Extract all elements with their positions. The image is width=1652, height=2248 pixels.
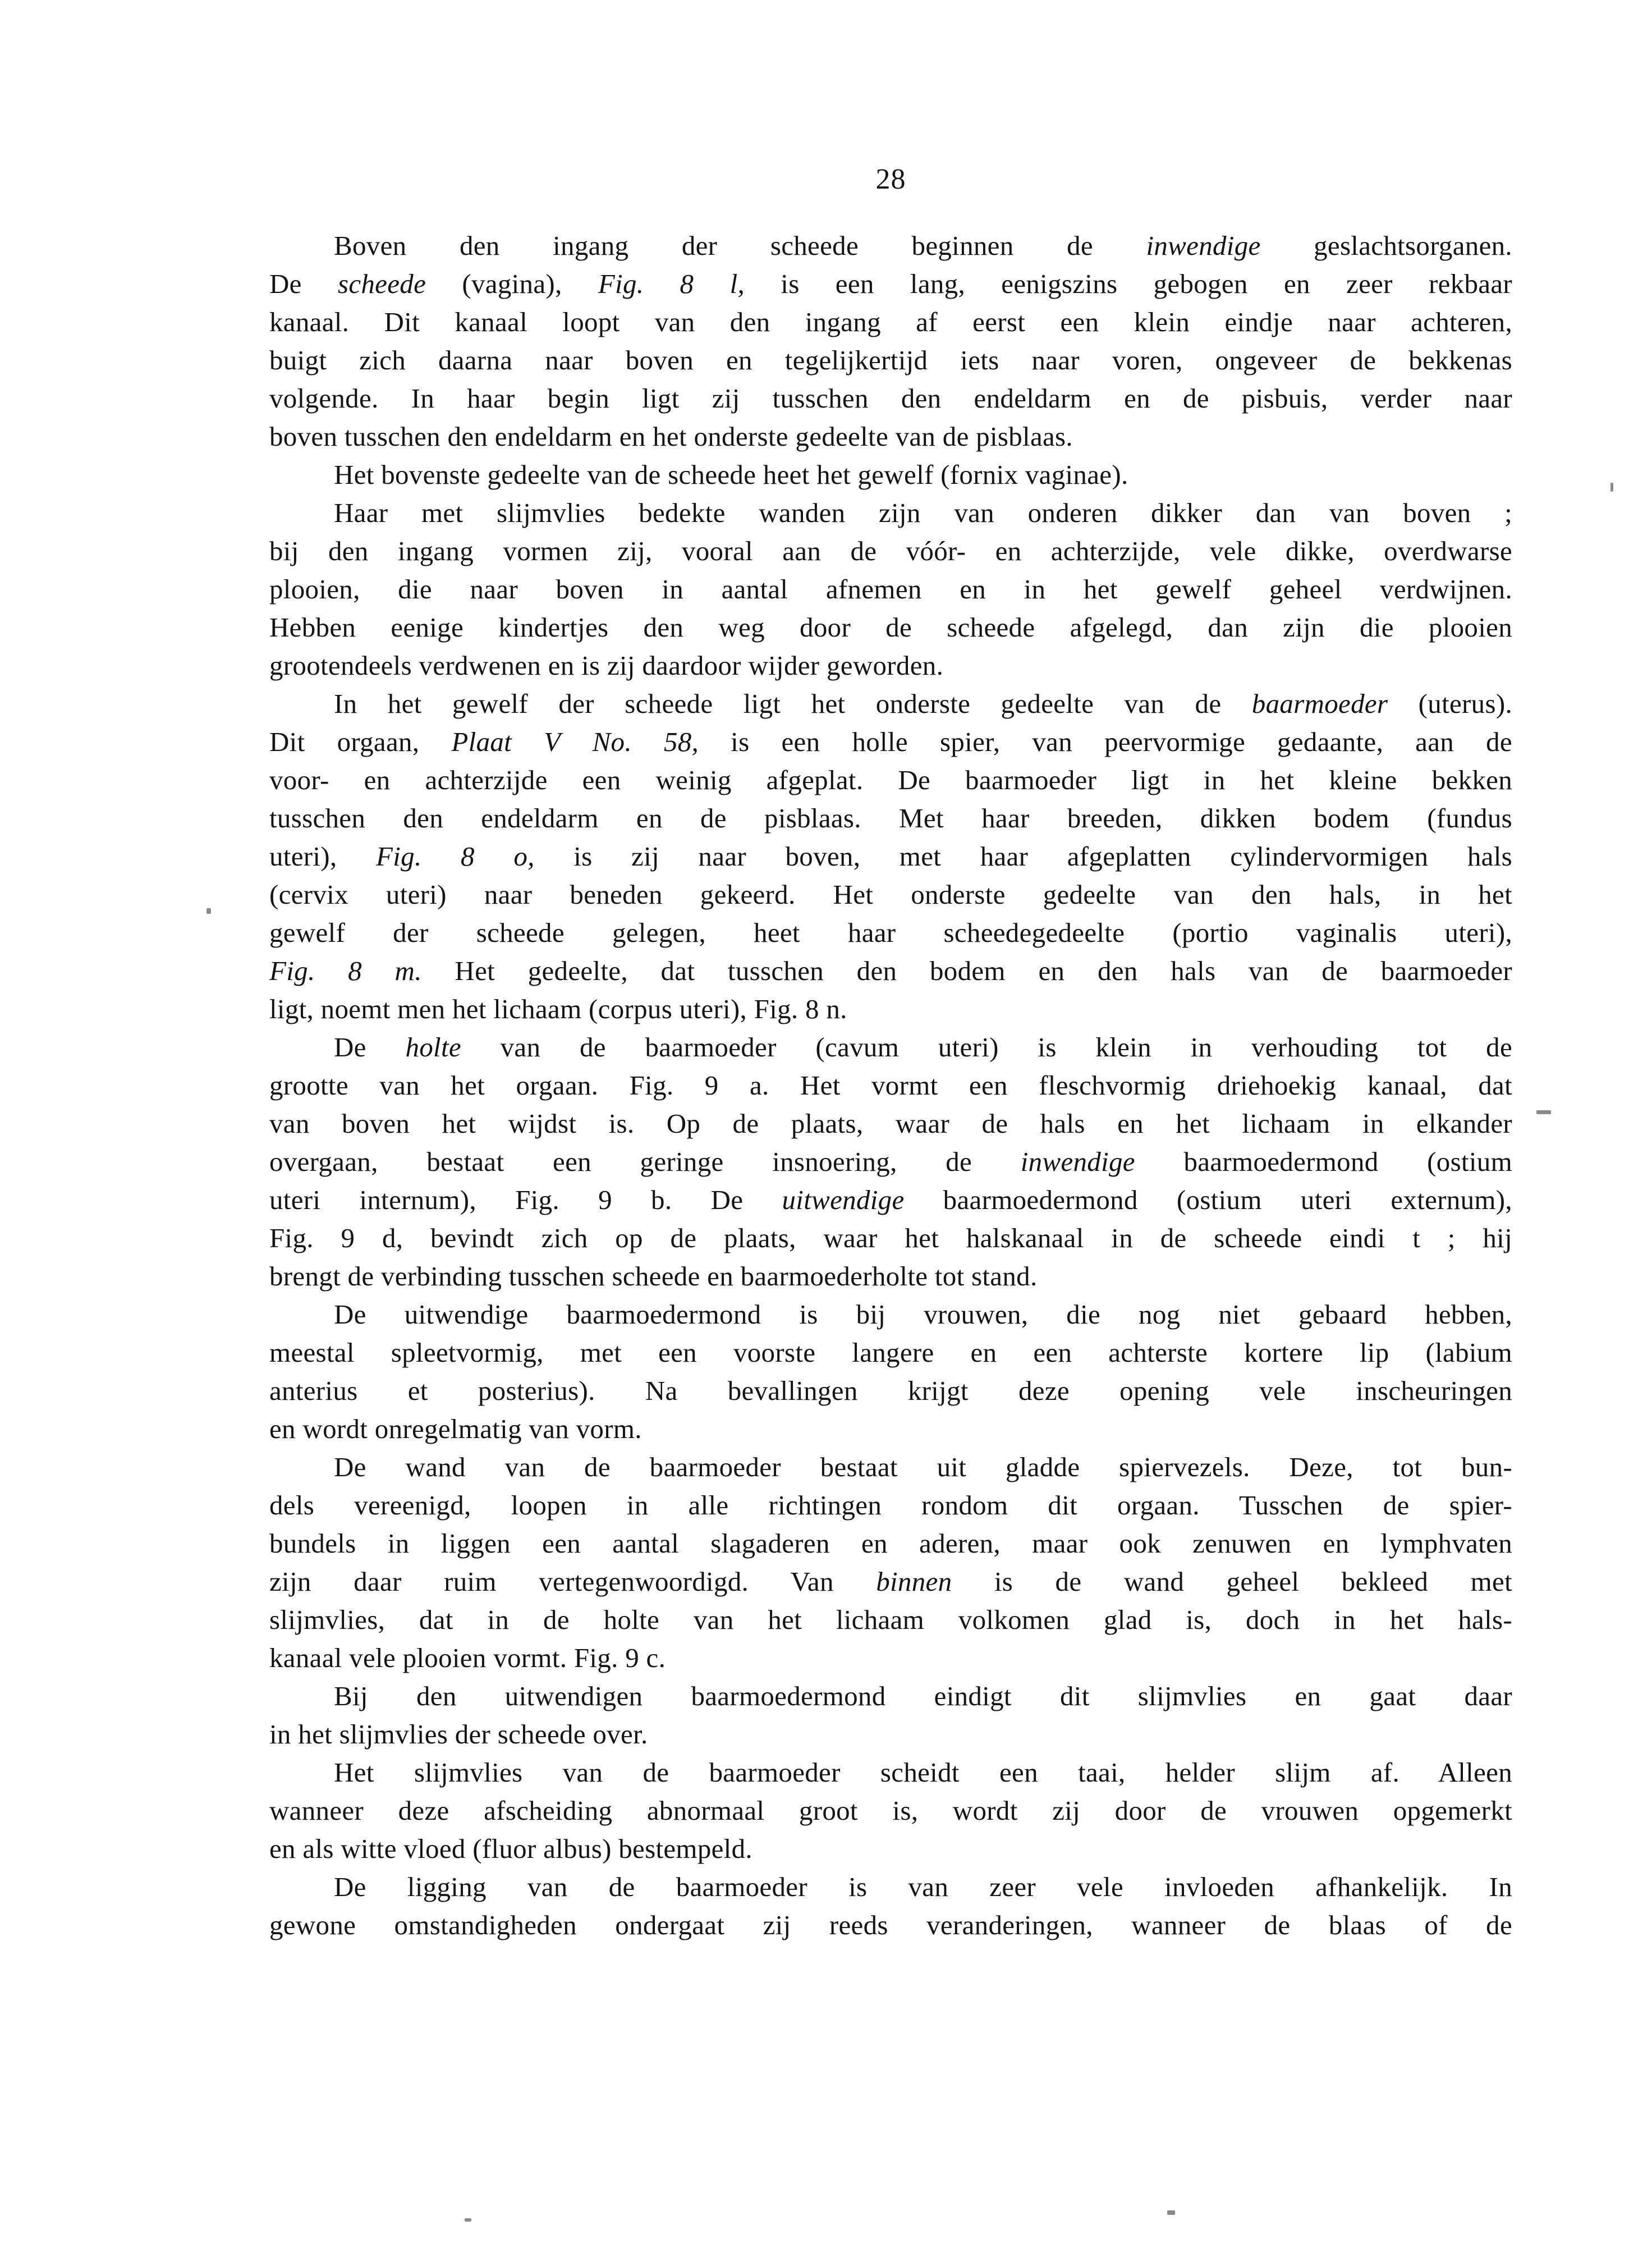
text-line — [269, 494, 1512, 532]
italic-run: holte — [405, 1032, 461, 1063]
text-run: baarmoedermond (ostium uteri externum), — [904, 1184, 1512, 1215]
text-run: De ligging van de baarmoeder is van zeer vele invloeden afhankelijk. In — [334, 1871, 1512, 1902]
text-run: De — [269, 268, 338, 299]
text-run: De — [334, 1032, 406, 1063]
text-run: gewelf der scheede gelegen, heet haar scheedegedeelte (portio vaginalis uteri), — [269, 917, 1512, 948]
italic-run: Fig. 8 m. — [269, 955, 422, 986]
text-run: plooien, die naar boven in aantal afnemen en in het gewelf geheel verdwijnen. — [269, 574, 1512, 605]
text-line — [269, 570, 1512, 608]
text-line — [269, 1792, 1512, 1830]
text-run: Bij den uitwendigen baarmoedermond eindigt dit slijmvlies en gaat daar — [334, 1681, 1512, 1711]
text-run: grootendeels verdwenen en is zij daardoor wijder geworden. — [269, 650, 944, 681]
italic-run: uitwendige — [782, 1184, 905, 1215]
text-line — [269, 1143, 1512, 1181]
text-line — [269, 1334, 1512, 1372]
text-run: (uterus). — [1388, 688, 1512, 719]
italic-run: Plaat V No. 58, — [451, 726, 699, 757]
text-run: brengt de verbinding tusschen scheede en baarmoederholte tot stand. — [269, 1261, 1038, 1292]
text-run: wanneer deze afscheiding abnormaal groot is, wordt zij door de vrouwen opgemerkt — [269, 1795, 1512, 1826]
text-line — [269, 914, 1512, 952]
text-line — [269, 1181, 1512, 1219]
text-run: buigt zich daarna naar boven en tegelijkertijd iets naar voren, ongeveer de bekkenas — [269, 345, 1512, 376]
text-line — [269, 1753, 1512, 1792]
scan-artifact — [465, 2218, 471, 2222]
text-run: zijn daar ruim vertegenwoordigd. Van — [269, 1566, 877, 1597]
text-run: en als witte vloed (fluor albus) bestempeld. — [269, 1833, 752, 1864]
text-line — [269, 837, 1512, 876]
text-line — [269, 1868, 1512, 1906]
text-line — [269, 1601, 1512, 1639]
text-run: van de baarmoeder (cavum uteri) is klein in verhouding tot de — [461, 1032, 1512, 1063]
text-run: en wordt onregelmatig van vorm. — [269, 1413, 642, 1444]
text-run: van boven het wijdst is. Op de plaats, waar de hals en het lichaam in elkander — [269, 1108, 1512, 1139]
text-run: Het bovenste gedeelte van de scheede heet het gewelf (fornix vaginae). — [334, 459, 1128, 490]
text-run: kanaal. Dit kanaal loopt van den ingang af eerst een klein eindje naar achteren, — [269, 306, 1512, 337]
text-run: voor- en achterzijde een weinig afgeplat. De baarmoeder ligt in het kleine bekken — [269, 764, 1512, 795]
text-run: is zij naar boven, met haar afgeplatten cylindervormigen hals — [534, 841, 1513, 872]
italic-run: inwendige — [1146, 230, 1261, 261]
text-run: is de wand geheel bekleed met — [952, 1566, 1513, 1597]
text-run: (cervix uteri) naar beneden gekeerd. Het onderste gedeelte van den hals, in het — [269, 879, 1512, 910]
text-line — [269, 1066, 1512, 1105]
text-run: Dit orgaan, — [269, 726, 452, 757]
text-run: grootte van het orgaan. Fig. 9 a. Het vormt een fleschvormig driehoekig kanaal, dat — [269, 1070, 1512, 1101]
text-line — [269, 608, 1512, 647]
text-line — [269, 1219, 1512, 1257]
text-line — [269, 1257, 1512, 1295]
text-run: slijmvlies, dat in de holte van het lichaam volkomen glad is, doch in het hals- — [269, 1604, 1512, 1635]
text-run: De uitwendige baarmoedermond is bij vrouwen, die nog niet gebaard hebben, — [334, 1299, 1512, 1330]
text-line — [269, 647, 1512, 685]
text-run: is een lang, eenigszins gebogen en zeer rekbaar — [745, 268, 1512, 299]
text-run: baarmoedermond (ostium — [1135, 1146, 1513, 1177]
text-line — [269, 1410, 1512, 1448]
text-line — [269, 1295, 1512, 1334]
text-line — [269, 1715, 1512, 1753]
text-run: ligt, noemt men het lichaam (corpus uteri), Fig. 8 n. — [269, 993, 847, 1024]
italic-run: baarmoeder — [1251, 688, 1388, 719]
scan-artifact — [206, 908, 211, 914]
text-line — [269, 227, 1512, 265]
text-line — [269, 1830, 1512, 1868]
text-run: gewone omstandigheden ondergaat zij reeds veranderingen, wanneer de blaas of de — [269, 1910, 1512, 1940]
text-line — [269, 1486, 1512, 1524]
text-line — [269, 265, 1512, 303]
page-number: 28 — [875, 163, 906, 195]
italic-run: inwendige — [1020, 1146, 1135, 1177]
text-line — [269, 532, 1512, 570]
text-line — [269, 685, 1512, 723]
italic-run: binnen — [876, 1566, 952, 1597]
text-line — [269, 1524, 1512, 1563]
text-run: De wand van de baarmoeder bestaat uit gladde spiervezels. Deze, tot bun- — [334, 1452, 1512, 1482]
text-run: boven tusschen den endeldarm en het onderste gedeelte van de pisblaas. — [269, 421, 1073, 452]
text-line — [269, 1906, 1512, 1944]
text-run: is een holle spier, van peervormige gedaante, aan de — [699, 726, 1512, 757]
text-line — [269, 1677, 1512, 1715]
text-run: uteri internum), Fig. 9 b. De — [269, 1184, 782, 1215]
text-line — [269, 418, 1512, 456]
text-line — [269, 379, 1512, 418]
text-run: volgende. In haar begin ligt zij tusschen den endeldarm en de pisbuis, verder naar — [269, 383, 1512, 414]
text-run: in het slijmvlies der scheede over. — [269, 1719, 648, 1750]
italic-run: scheede — [337, 268, 426, 299]
italic-run: Fig. 8 o, — [376, 841, 535, 872]
text-line — [269, 303, 1512, 341]
text-run: meestal spleetvormig, met een voorste langere en een achterste kortere lip (labium — [269, 1337, 1512, 1368]
text-run: uteri), — [269, 841, 376, 872]
text-line — [269, 1448, 1512, 1486]
text-line — [269, 341, 1512, 379]
text-line — [269, 1028, 1512, 1066]
text-run: anterius et posterius). Na bevallingen krijgt deze opening vele inscheuringen — [269, 1375, 1512, 1406]
text-run: Het gedeelte, dat tusschen den bodem en den hals van de baarmoeder — [421, 955, 1512, 986]
text-run: Het slijmvlies van de baarmoeder scheidt een taai, helder slijm af. Alleen — [334, 1757, 1512, 1788]
text-run: geslachtsorganen. — [1260, 230, 1512, 261]
text-run: In het gewelf der scheede ligt het onderste gedeelte van de — [334, 688, 1252, 719]
scan-artifact — [1167, 2210, 1175, 2215]
scan-artifact — [1536, 1110, 1551, 1114]
text-line — [269, 1639, 1512, 1677]
text-line — [269, 761, 1512, 799]
text-run: Fig. 9 d, bevindt zich op de plaats, waar het halskanaal in de scheede eindi t ; hij — [269, 1223, 1512, 1253]
text-run: Boven den ingang der scheede beginnen de — [334, 230, 1146, 261]
text-line — [269, 876, 1512, 914]
text-run: tusschen den endeldarm en de pisblaas. Met haar breeden, dikken bodem (fundus — [269, 803, 1512, 834]
text-run: bij den ingang vormen zij, vooral aan de vóór- en achterzijde, vele dikke, overdwarse — [269, 535, 1512, 566]
text-line — [269, 1563, 1512, 1601]
text-run: dels vereenigd, loopen in alle richtingen rondom dit orgaan. Tusschen de spier- — [269, 1490, 1512, 1521]
text-block — [269, 227, 1512, 1944]
text-run: kanaal vele plooien vormt. Fig. 9 c. — [269, 1642, 666, 1673]
text-run: (vagina), — [426, 268, 598, 299]
text-line — [269, 952, 1512, 990]
text-line — [269, 799, 1512, 837]
scan-artifact — [1610, 483, 1613, 492]
italic-run: Fig. 8 l, — [598, 268, 745, 299]
text-line — [269, 1372, 1512, 1410]
text-run: bundels in liggen een aantal slagaderen en aderen, maar ook zenuwen en lymphvaten — [269, 1528, 1512, 1559]
text-run: overgaan, bestaat een geringe insnoering, de — [269, 1146, 1021, 1177]
text-run: Hebben eenige kindertjes den weg door de scheede afgelegd, dan zijn die plooien — [269, 612, 1512, 643]
text-line — [269, 456, 1512, 494]
text-run: Haar met slijmvlies bedekte wanden zijn van onderen dikker dan van boven ; — [334, 497, 1512, 528]
text-line — [269, 1105, 1512, 1143]
text-line — [269, 990, 1512, 1028]
text-line — [269, 723, 1512, 761]
